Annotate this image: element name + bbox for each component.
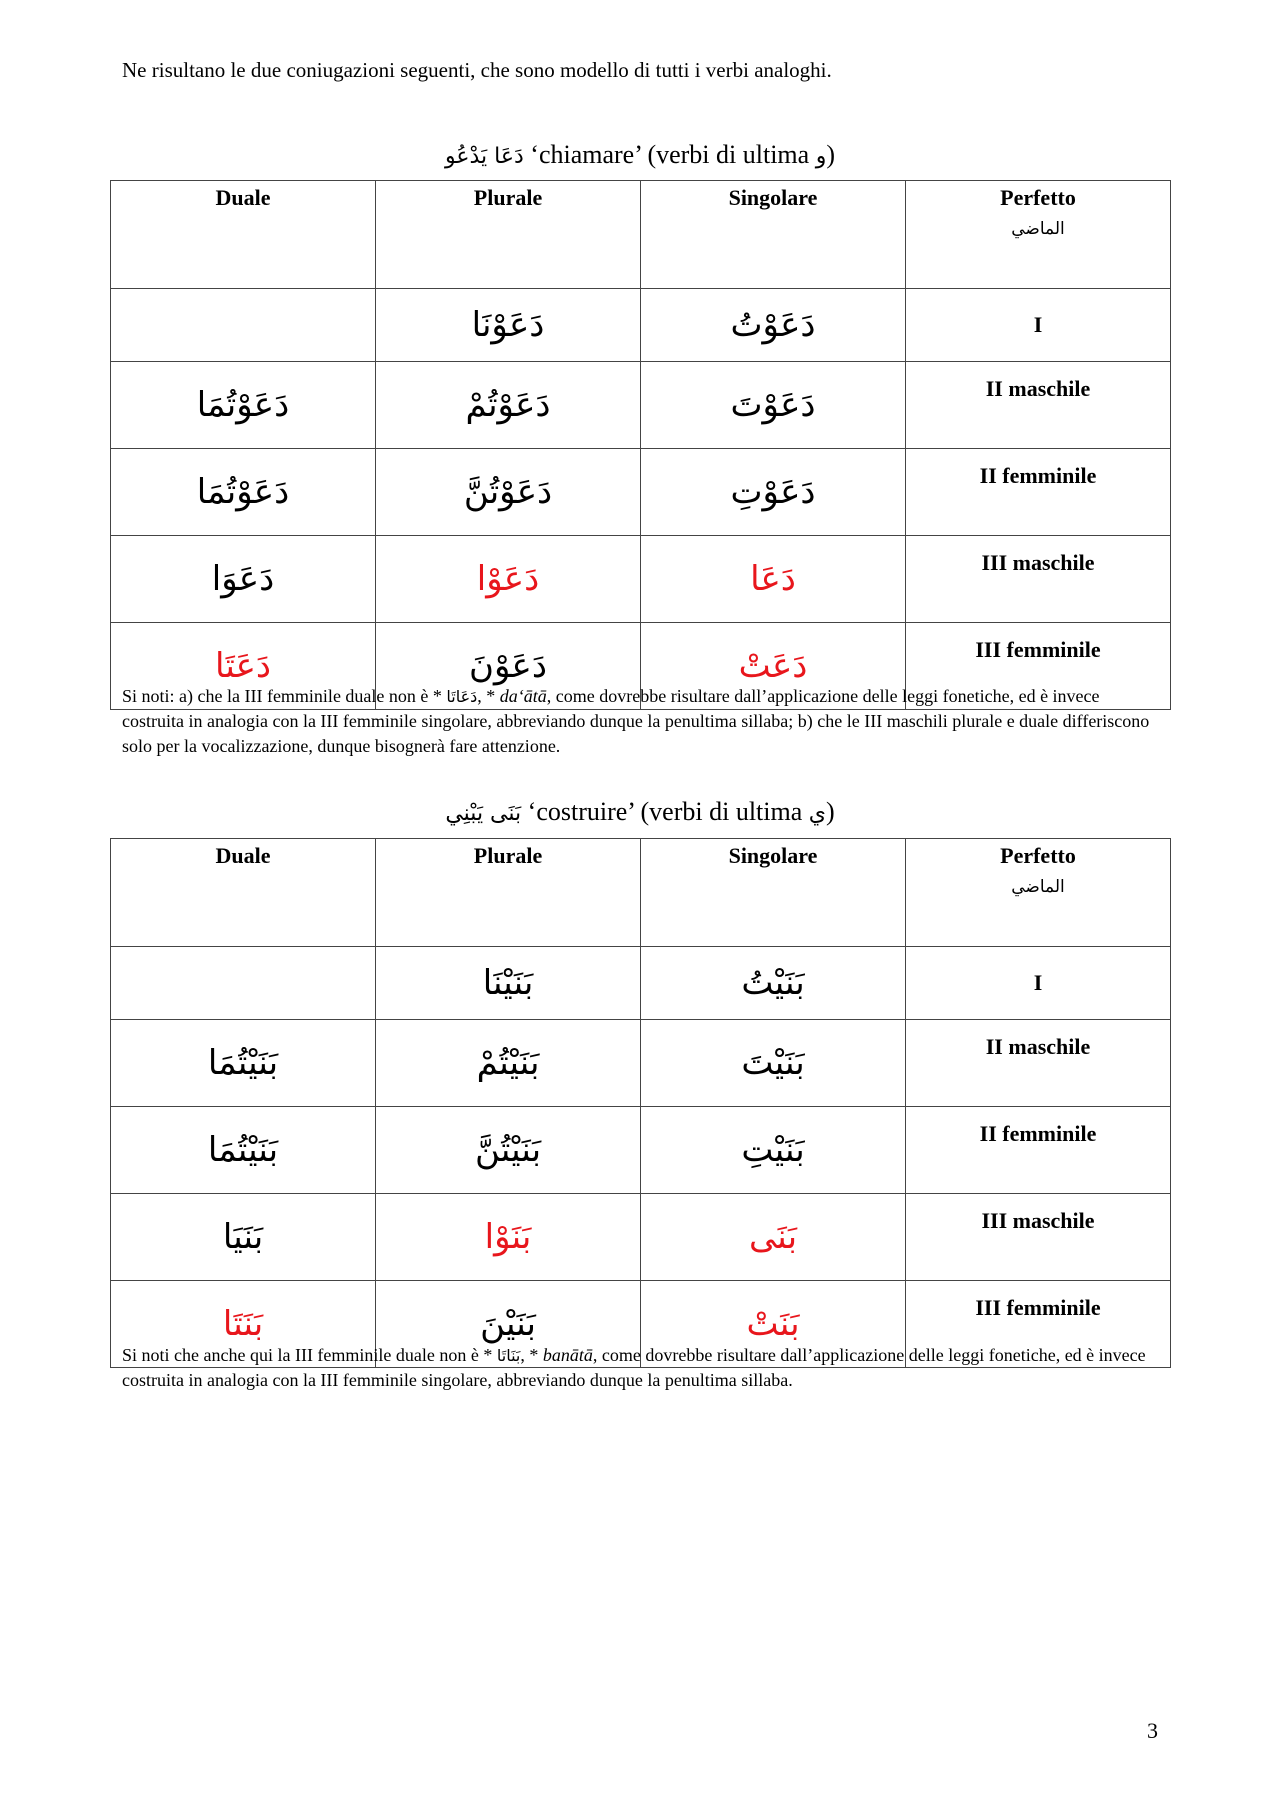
person-label: III femminile [906,623,1171,710]
person-label: II femminile [906,1107,1171,1194]
header-perfetto [906,839,1171,947]
person-label: III femminile [906,1281,1171,1368]
form-plurale: بَنَيْنَا [376,947,641,1020]
form-plurale: دَعَوْنَا [376,289,641,362]
person-label: II maschile [906,362,1171,449]
form-plurale: دَعَوْتُمْ [376,362,641,449]
header-plurale: Plurale [376,839,641,947]
page-number: 3 [1147,1718,1158,1743]
form-singolare: دَعَوْتُ [641,289,906,362]
table-row [111,536,1171,623]
table-row [111,947,1171,1020]
header-perfetto-arabic: الماضي [1011,219,1065,239]
person-label: II femminile [906,449,1171,536]
form-plurale: بَنَيْنَ [376,1281,641,1368]
header-perfetto-arabic: الماضي [1011,877,1065,897]
form-duale-highlighted: بَنَتَا [111,1281,376,1368]
note-2-part2: , * [520,1345,539,1365]
person-label: III maschile [906,1194,1171,1281]
header-perfetto-label: Perfetto [1000,843,1076,868]
table-1-title [110,140,1170,170]
note-1 [122,684,1152,759]
table-1-title-arabic: دَعَا يَدْعُو [445,144,524,169]
table-1-title-close: ) [826,140,835,169]
form-singolare: بَنَيْتِ [641,1107,906,1194]
note-2-part3: , come dovrebbe risultare dall’applicazione delle leggi fonetiche, ed è invece costruita in analogia con la III femminile singolare, abbreviando dunque la penultima sillaba. [122,1345,1146,1390]
header-perfetto [906,181,1171,289]
header-plurale: Plurale [376,181,641,289]
form-singolare: دَعَوْتِ [641,449,906,536]
form-duale: دَعَوَا [111,536,376,623]
note-1-translit: da‘ātā [499,686,547,706]
header-singolare: Singolare [641,181,906,289]
form-duale [111,289,376,362]
person-label: I [906,947,1171,1020]
form-singolare-highlighted: بَنَتْ [641,1281,906,1368]
header-perfetto-label: Perfetto [1000,185,1076,210]
header-singolare: Singolare [641,839,906,947]
form-duale: بَنَيْتُمَا [111,1020,376,1107]
table-2-title-text: ‘costruire’ (verbi di ultima [527,797,803,826]
form-plurale-highlighted: بَنَوْا [376,1194,641,1281]
table-2-title [110,797,1170,827]
header-duale: Duale [111,839,376,947]
table-2-title-close: ) [826,797,835,826]
note-2 [122,1343,1152,1393]
note-1-part2: , * [477,686,496,706]
table-2-title-arabic: بَنَى يَبْنِي [445,801,522,826]
form-duale: بَنَيَا [111,1194,376,1281]
conjugation-table-1 [110,180,1171,710]
note-1-part3: , come dovrebbe risultare dall’applicazione delle leggi fonetiche, ed è invece costruita in analogia con la III femminile singolare, abbreviando dunque la penultima sillaba; b) che le III maschili plurale e duale differiscono solo per la vocalizzazione, dunque bisognerà fare attenzione. [122,686,1150,756]
intro-paragraph: Ne risultano le due coniugazioni seguenti, che sono modello di tutti i verbi analoghi. [122,58,832,82]
table-row [111,449,1171,536]
form-duale: دَعَوْتُمَا [111,362,376,449]
form-plurale: دَعَوْتُنَّ [376,449,641,536]
form-singolare-highlighted: دَعَا [641,536,906,623]
form-singolare: بَنَيْتَ [641,1020,906,1107]
form-plurale: بَنَيْتُنَّ [376,1107,641,1194]
person-label: III maschile [906,536,1171,623]
table-row [111,1194,1171,1281]
note-1-part1: Si noti: a) che la III femminile duale non è * [122,686,442,706]
note-2-arabic: بَنَاتَا [496,1346,521,1365]
table-row [111,1107,1171,1194]
note-2-part1: Si noti che anche qui la III femminile duale non è * [122,1345,493,1365]
form-duale: بَنَيْتُمَا [111,1107,376,1194]
form-singolare: بَنَيْتُ [641,947,906,1020]
note-2-translit: banātā [542,1345,593,1365]
note-1-arabic: دَعَاتَا [446,687,478,706]
header-row [111,839,1171,947]
form-singolare-highlighted: دَعَتْ [641,623,906,710]
form-singolare: دَعَوْتَ [641,362,906,449]
conjugation-table-2 [110,838,1171,1368]
table-row [111,362,1171,449]
form-plurale: بَنَيْتُمْ [376,1020,641,1107]
form-singolare-highlighted: بَنَى [641,1194,906,1281]
person-label: II maschile [906,1020,1171,1107]
table-2-title-letter: ي [808,801,826,826]
table-row [111,289,1171,362]
header-row [111,181,1171,289]
table-1-title-letter: و [815,144,827,169]
person-label: I [906,289,1171,362]
table-row [111,1020,1171,1107]
header-duale: Duale [111,181,376,289]
form-duale [111,947,376,1020]
form-duale-highlighted: دَعَتَا [111,623,376,710]
form-plurale-highlighted: دَعَوْا [376,536,641,623]
form-duale: دَعَوْتُمَا [111,449,376,536]
table-1-title-text: ‘chiamare’ (verbi di ultima [530,140,810,169]
form-plurale: دَعَوْنَ [376,623,641,710]
